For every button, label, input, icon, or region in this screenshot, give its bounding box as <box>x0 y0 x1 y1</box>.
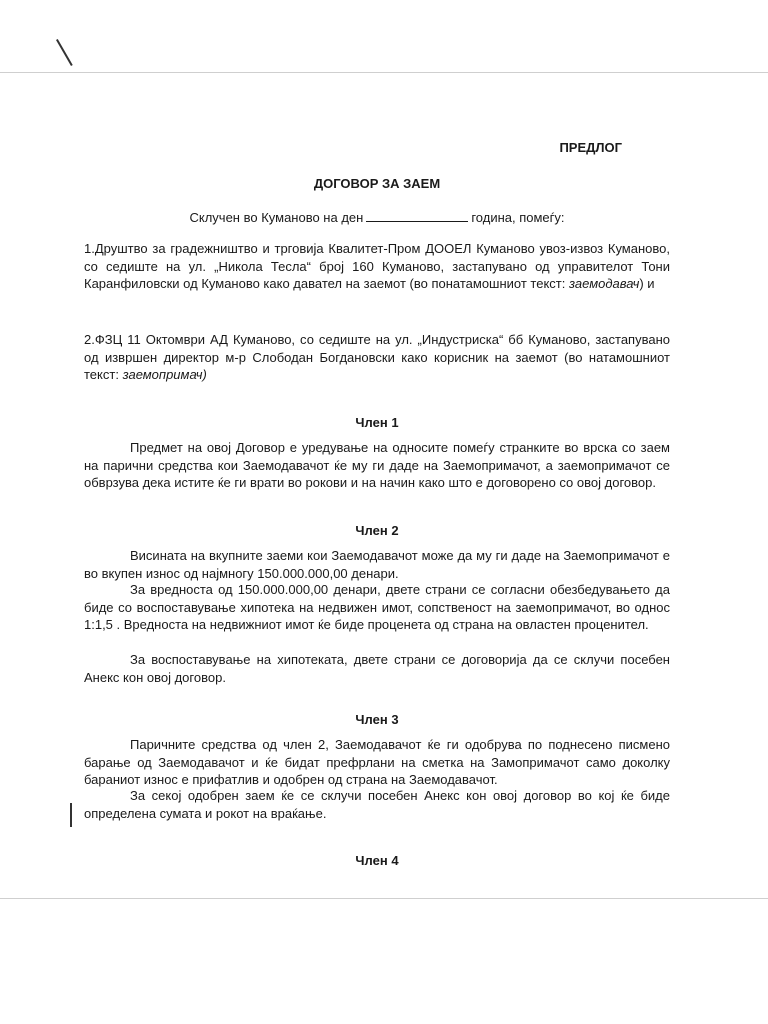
proposal-label: ПРЕДЛОГ <box>559 140 622 155</box>
pen-mark-slash <box>56 39 72 66</box>
article-4-title: Член 4 <box>355 853 399 868</box>
party-1-role: заемодавач <box>568 276 640 291</box>
article-3-title: Член 3 <box>355 712 399 727</box>
date-blank-field <box>366 209 468 222</box>
party-2-role: заемопримач) <box>122 367 207 382</box>
scan-artifact-top-line <box>0 72 768 73</box>
scan-artifact-bottom-line <box>0 898 768 899</box>
document-title: ДОГОВОР ЗА ЗАЕМ <box>313 176 441 191</box>
party-1-paragraph: 1.Друштво за градежништво и трговија Квалитет-Пром ДООЕЛ Куманово увоз-извоз Куманово, со седиште на ул. „Никола Тесла“ број 160 Куманово, застапувано од управителот Тони Каранфиловски од Куманово како давател на заемот (во понатамошниот текст: заемодавач) и <box>84 241 670 291</box>
article-3-paragraph-1: Паричните средства од член 2, Заемодавачот ќе ги одобрува по поднесено писмено барање од Заемодавачот и ќе бидат префрлани на сметка на Замопримачот само доколку бараниот износ е прифатлив и одобрен од страна на Заемодавачот. <box>84 737 670 787</box>
article-2-paragraph-3: За воспоставување на хипотеката, двете страни се договорија да се склучи посебен Анекс кон овој договор. <box>84 652 670 685</box>
party-2-paragraph: 2.ФЗЦ 11 Октомври АД Куманово, со седиште на ул. „Индустриска“ бб Куманово, застапувано од извршен директор м-р Слободан Богдановски како корисник на заемот (во натамошниот текст: заемопримач) <box>84 332 670 382</box>
pen-mark-margin-bar <box>70 803 72 827</box>
article-1-title: Член 1 <box>355 415 399 430</box>
article-2-title: Член 2 <box>355 523 399 538</box>
article-2-paragraph-1: Висината на вкупните заеми кои Заемодавачот може да му ги даде на Заемопримачот е во вкупен износ од најмногу 150.000.000,00 денари. <box>84 548 670 581</box>
article-1-paragraph: Предмет на овој Договор е уредување на односите помеѓу странките во врска со заем на парични средства кои Заемодавачот ќе му ги даде на Заемопримачот, а заемопримачот се обврзува дека истите ќе ги врати во рокови и на начин како што е договорено со овој договор. <box>84 440 670 490</box>
article-2-paragraph-2: За вредноста од 150.000.000,00 денари, двете страни се согласни обезбедувањето да биде со воспоставување хипотека на недвижен имот, сопственост на заемопримачот, во однос 1:1,5 . Вредноста на недвижниот имот ќе биде проценета од страна на овластен проценител. <box>84 582 670 632</box>
concluded-prefix: Склучен во Куманово на ден <box>189 210 364 225</box>
concluded-line <box>84 209 670 227</box>
concluded-suffix: година, помеѓу: <box>471 210 565 225</box>
article-3-paragraph-2: За секој одобрен заем ќе се склучи посебен Анекс кон овој договор во кој ќе биде определена сумата и рокот на враќање. <box>84 788 670 821</box>
